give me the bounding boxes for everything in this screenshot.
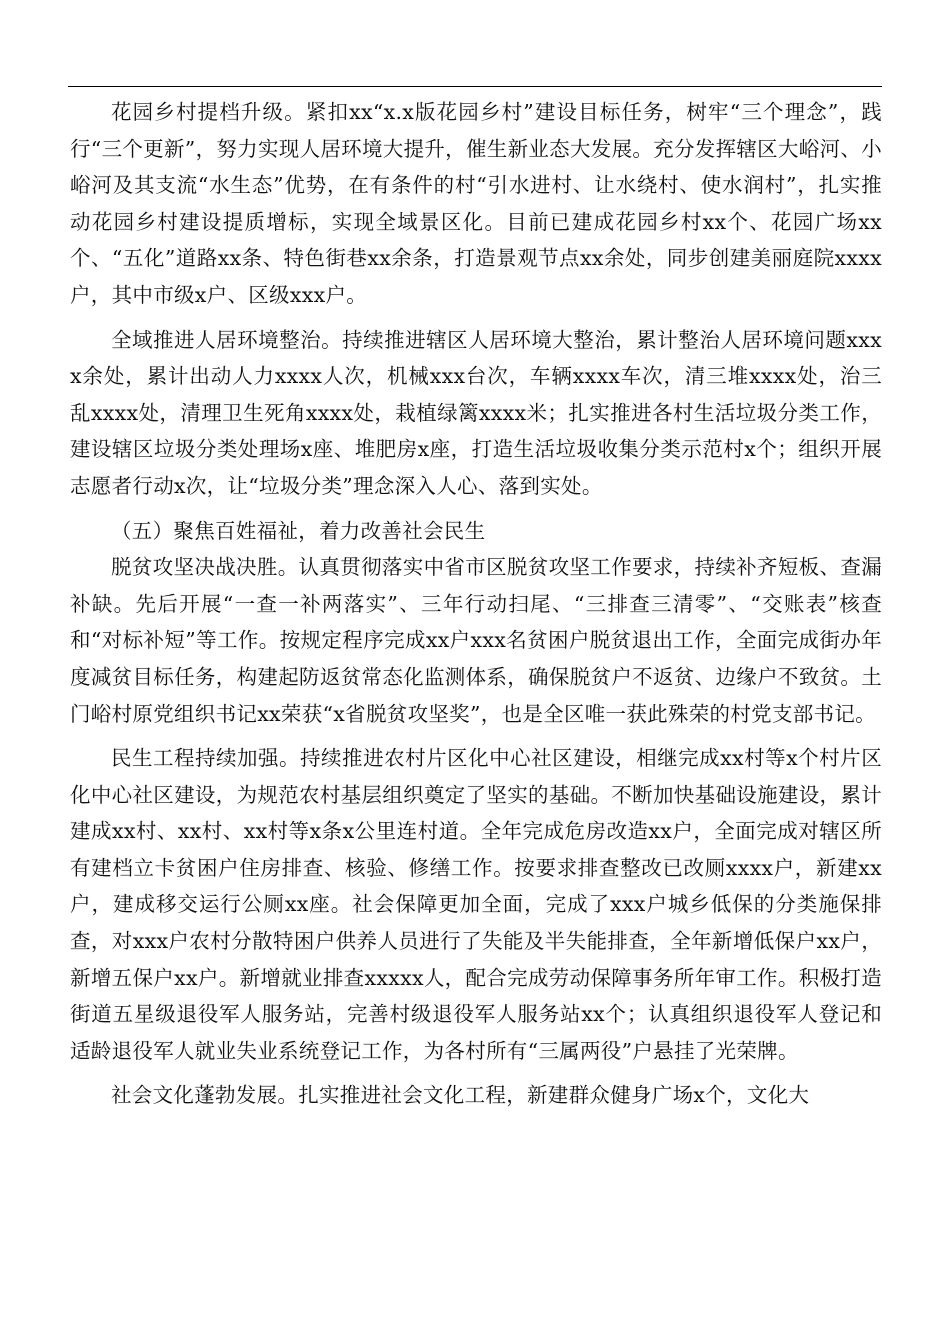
paragraph-poverty-alleviation: 脱贫攻坚决战决胜。认真贯彻落实中省市区脱贫攻坚工作要求，持续补齐短板、查漏补缺。先后开展“一查一补两落实”、三年行动扫尾、“三排查三清零”、“交账表”核查和“对标补短”等工作。按规定程序完成xx户xxx名贫困户脱贫退出工作，全面完成街办年度减贫目标任务，构建起防返贫常态化监测体系，确保脱贫户不返贫、边缘户不致贫。土门峪村原党组织书记xx荣获“x省脱贫攻坚奖”，也是全区唯一获此殊荣的村党支部书记。 — [70, 555, 882, 726]
paragraph-gap — [70, 505, 882, 513]
document-body — [70, 94, 882, 1114]
paragraph-social-culture: 社会文化蓬勃发展。扎实推进社会文化工程，新建群众健身广场x个，文化大 — [111, 1083, 810, 1108]
paragraph-livelihood-projects: 民生工程持续加强。持续推进农村片区化中心社区建设，相继完成xx村等x个村片区化中心社区建设，为规范农村基层组织奠定了坚实的基础。不断加快基础设施建设，累计建成xx村、xx村、xx村等x条x公里连村道。全年完成危房改造xx户，全面完成对辖区所有建档立卡贫困户住房排查、核验、修缮工作。按要求排查整改已改厕xxxx户，新建xx户，建成移交运行公厕xx座。社会保障更加全面，完成了xxx户城乡低保的分类施保排查，对xxx户农村分散特困户供养人员进行了失能及半失能排查，全年新增低保户xx户，新增五保户xx户。新增就业排查xxxxx人，配合完成劳动保障事务所年审工作。积极打造街道五星级退役军人服务站，完善村级退役军人服务站xx个；认真组织退役军人登记和适龄退役军人就业失业系统登记工作，为各村所有“三属两役”户悬挂了光荣牌。 — [70, 746, 882, 1063]
paragraph-living-environment-improvement: 全域推进人居环境整治。持续推进辖区人居环境大整治，累计整治人居环境问题xxxx余处，累计出动人力xxxx人次，机械xxx台次，车辆xxxx车次，清三堆xxxx处，治三乱xxxx处，清理卫生死角xxxx处，栽植绿篱xxxx米；扎实推进各村生活垃圾分类工作，建设辖区垃圾分类处理场x座、堆肥房x座，打造生活垃圾收集分类示范村x个；组织开展志愿者行动x次，让“垃圾分类”理念深入人心、落到实处。 — [70, 327, 882, 498]
paragraph-gap — [70, 314, 882, 322]
section-heading-people-livelihood: （五）聚焦百姓福祉，着力改善社会民生 — [111, 518, 486, 543]
paragraph-gap — [70, 1069, 882, 1077]
paragraph-garden-village-upgrade: 花园乡村提档升级。紧扣xx“x.x版花园乡村”建设目标任务，树牢“三个理念”，践行“三个更新”，努力实现人居环境大提升，催生新业态大发展。充分发挥辖区大峪河、小峪河及其支流“水生态”优势，在有条件的村“引水进村、让水绕村、使水润村”，扎实推动花园乡村建设提质增标，实现全域景区化。目前已建成花园乡村xx个、花园广场xx个、“五化”道路xx条、特色街巷xx余条，打造景观节点xx余处，同步创建美丽庭院xxxx户，其中市级x户、区级xxx户。 — [70, 100, 882, 307]
paragraph-gap — [70, 732, 882, 740]
header-rule — [68, 86, 882, 87]
